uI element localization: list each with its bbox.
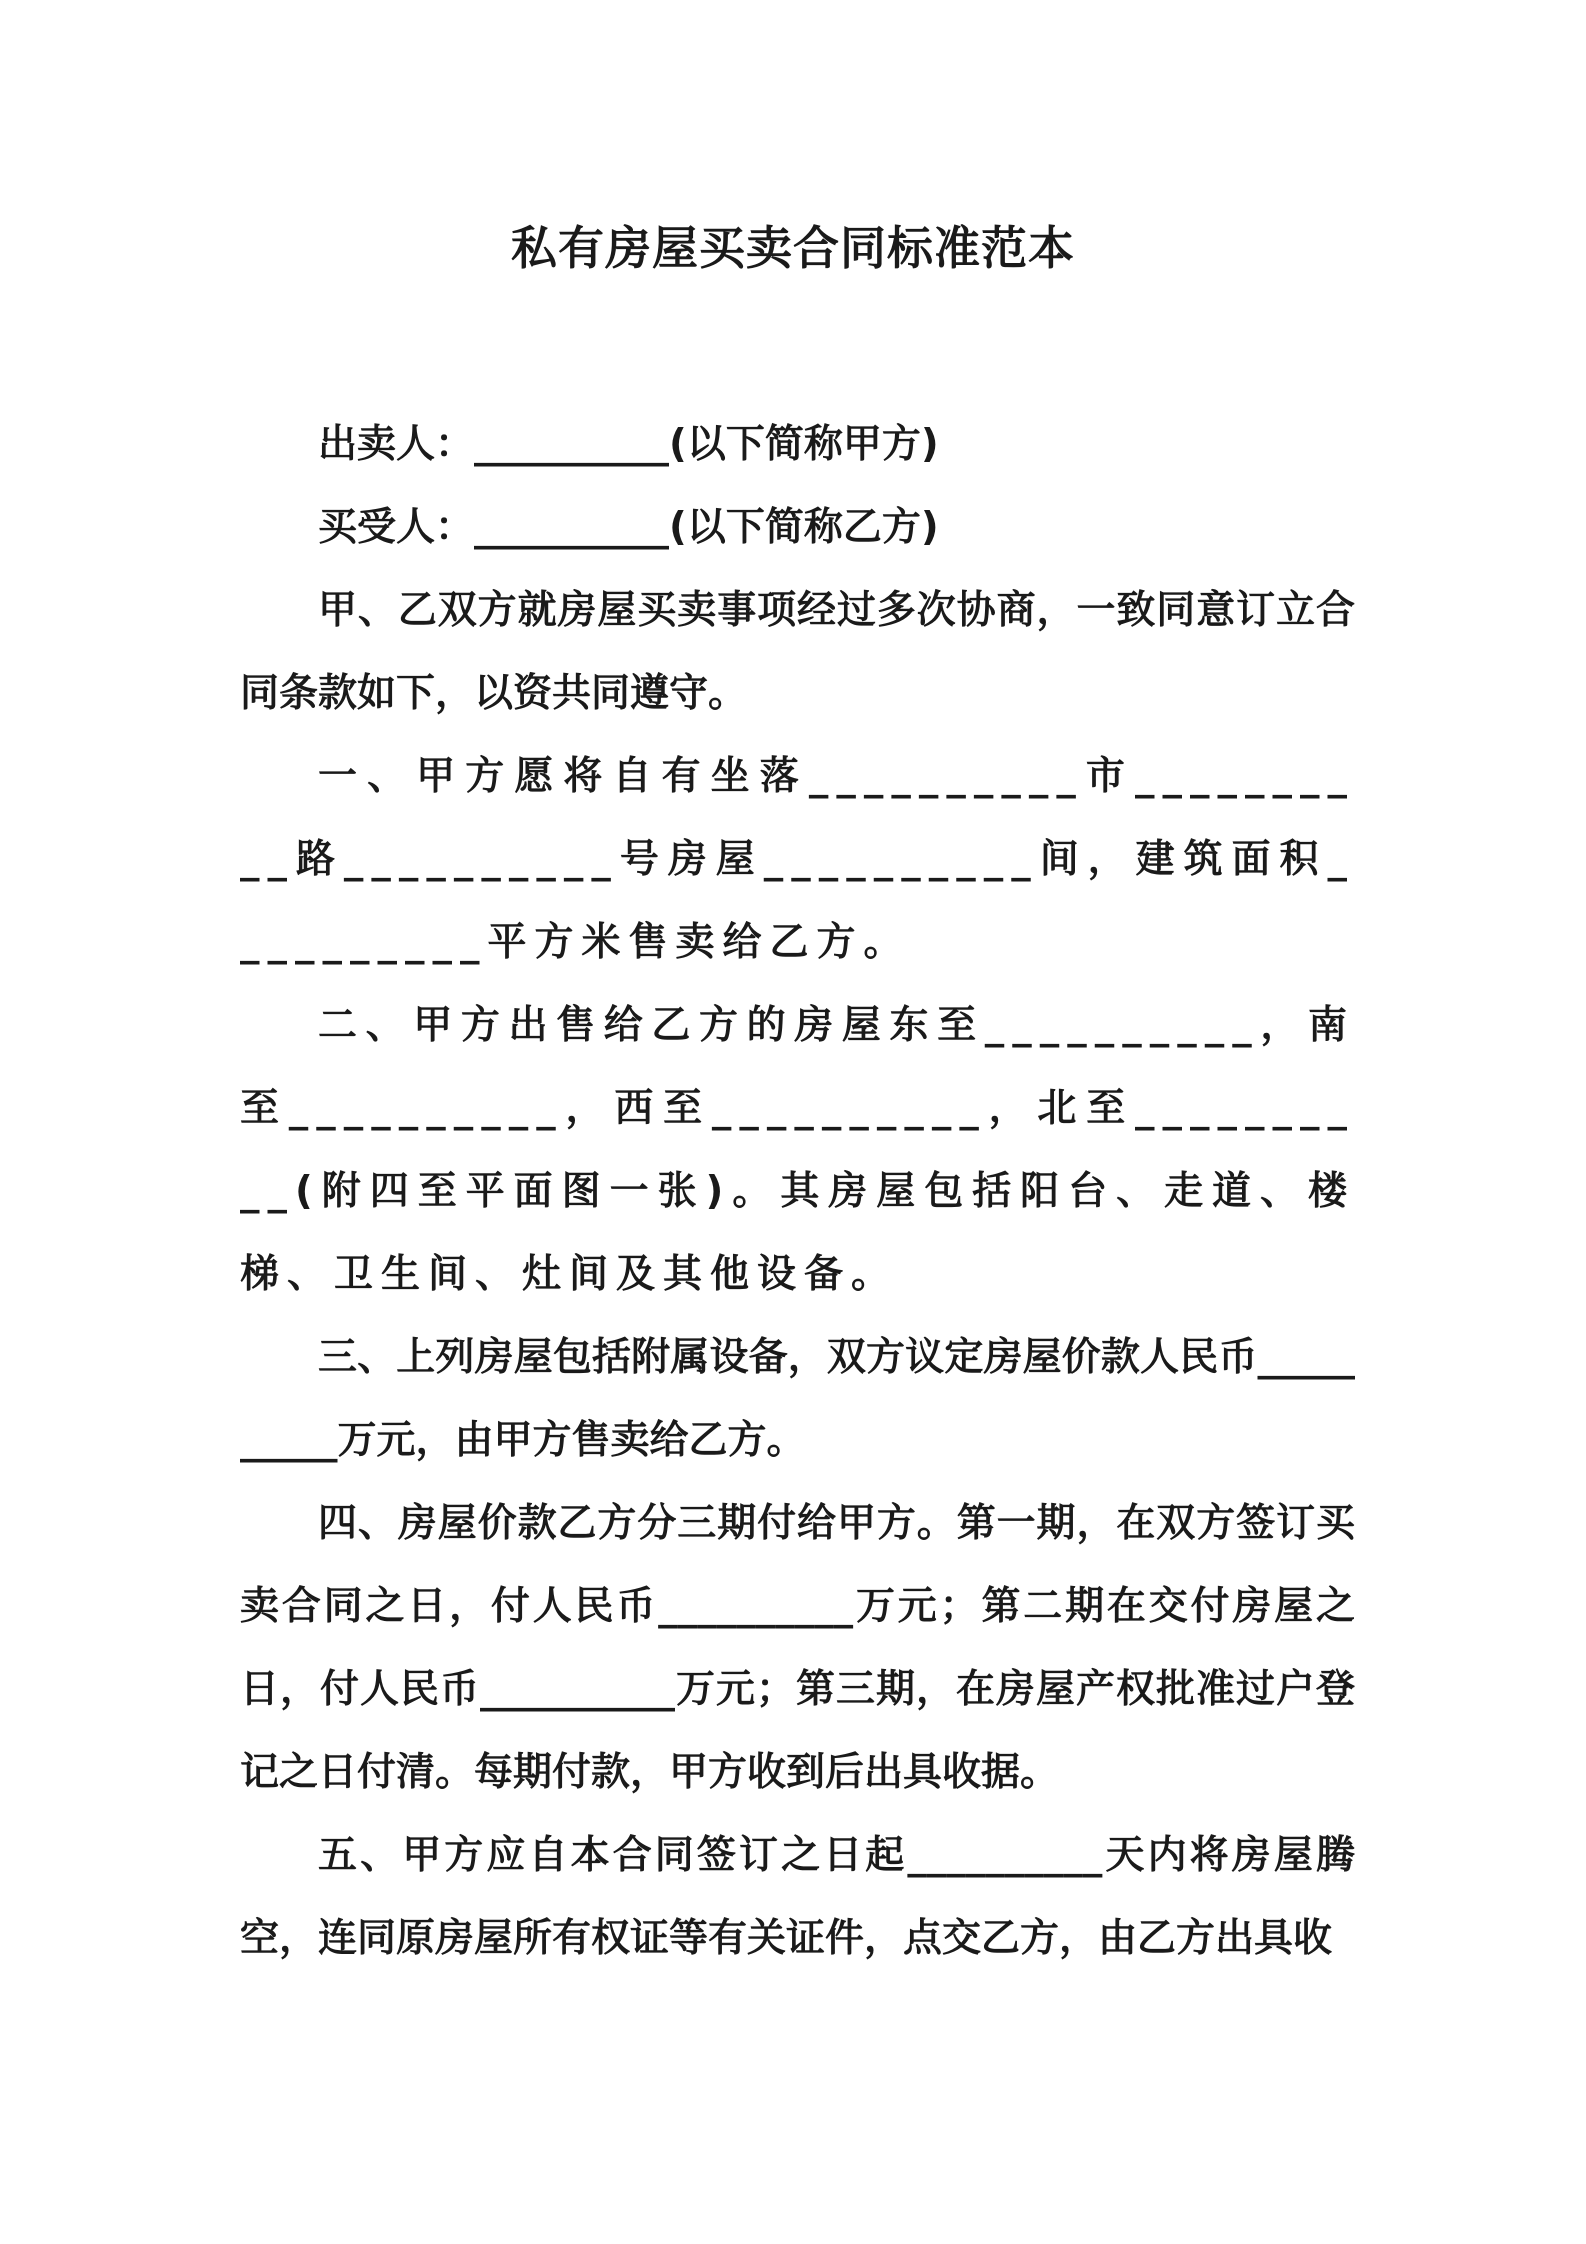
clause-3: 三、上列房屋包括附属设备，双方议定房屋价款人民币__________万元，由甲方售卖给乙方。	[240, 1335, 1355, 1463]
seller-line: 出卖人：__________(以下简称甲方)	[318, 422, 939, 467]
document-title: 私有房屋买卖合同标准范本	[511, 221, 1075, 275]
clause-4: 四、房屋价款乙方分三期付给甲方。第一期，在双方签订买卖合同之日，付人民币__________万元；第二期在交付房屋之日，付人民币__________万元；第三期，在房屋产权批准过户登记之日付清。每期付款，甲方收到后出具收据。	[240, 1501, 1355, 1795]
buyer-line: 买受人：__________(以下简称乙方)	[318, 505, 939, 550]
preamble-paragraph: 甲、乙双方就房屋买卖事项经过多次协商，一致同意订立合同条款如下，以资共同遵守。	[240, 588, 1355, 716]
contract-body	[240, 403, 1355, 1980]
clause-2: 二、甲方出售给乙方的房屋东至__________，南至__________，西至__________，北至__________(附四至平面图一张)。其房屋包括阳台、走道、楼梯、卫生间、灶间及其他设备。	[240, 1003, 1355, 1297]
clause-1: 一、甲方愿将自有坐落__________市__________路__________号房屋__________间，建筑面积__________平方米售卖给乙方。	[240, 754, 1355, 965]
clause-5: 五、甲方应自本合同签订之日起__________天内将房屋腾空，连同原房屋所有权证等有关证件，点交乙方，由乙方出具收	[240, 1833, 1355, 1961]
